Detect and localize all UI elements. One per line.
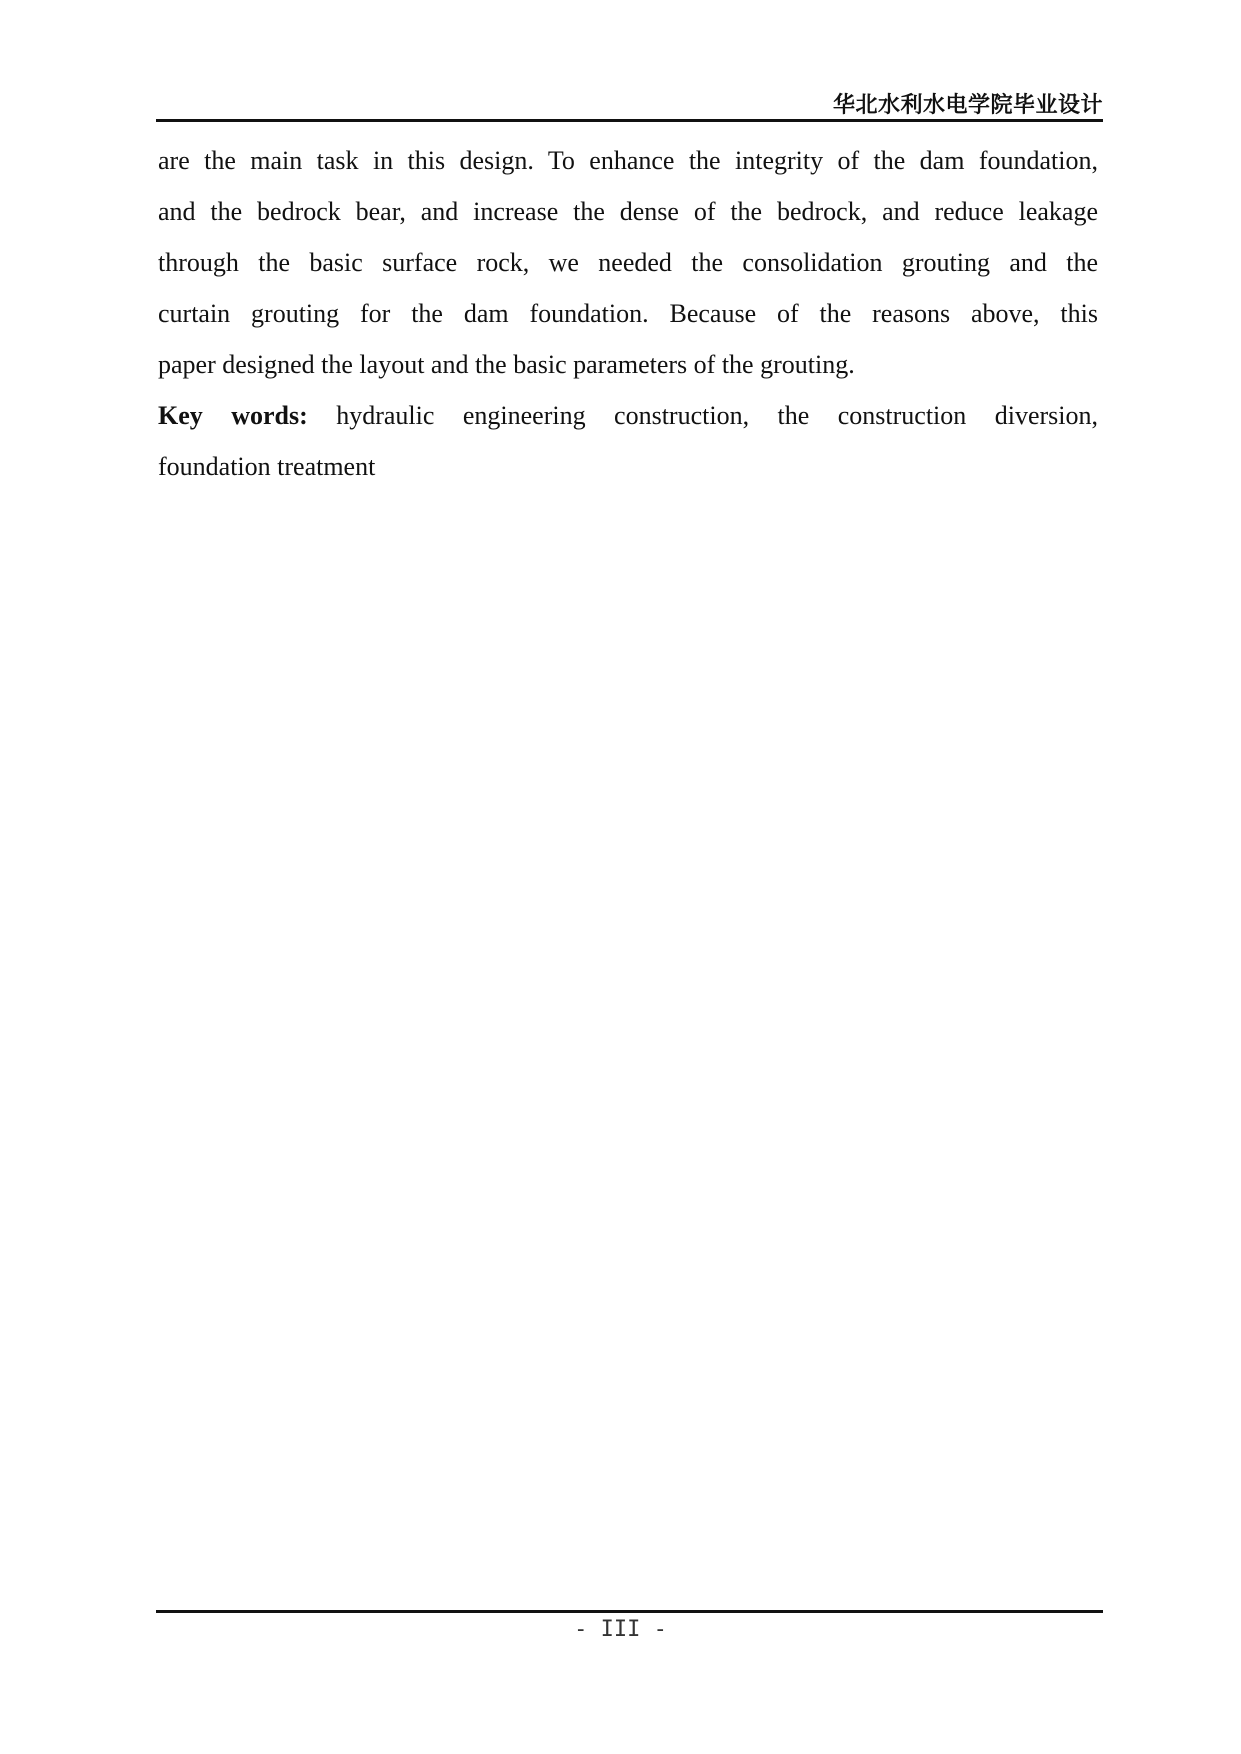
abstract-line: are the main task in this design. To enhance the integrity of the dam foundation, <box>158 146 1098 175</box>
abstract-body <box>158 135 1098 492</box>
abstract-line: paper designed the layout and the basic parameters of the grouting. <box>158 350 855 379</box>
abstract-line: through the basic surface rock, we needed the consolidation grouting and the <box>158 248 1098 277</box>
keywords-line <box>158 390 1098 441</box>
keywords-label: Key words: <box>158 401 308 430</box>
keywords-text: hydraulic engineering construction, the construction diversion, <box>336 401 1098 430</box>
header-title: 华北水利水电学院毕业设计 <box>832 93 1103 118</box>
header-rule <box>156 119 1103 122</box>
keywords-continuation: foundation treatment <box>158 452 376 481</box>
abstract-line: curtain grouting for the dam foundation. Because of the reasons above, this <box>158 299 1098 328</box>
footer-rule <box>156 1610 1103 1613</box>
abstract-line: and the bedrock bear, and increase the dense of the bedrock, and reduce leakage <box>158 197 1098 226</box>
page-number: - III - <box>574 1617 667 1642</box>
